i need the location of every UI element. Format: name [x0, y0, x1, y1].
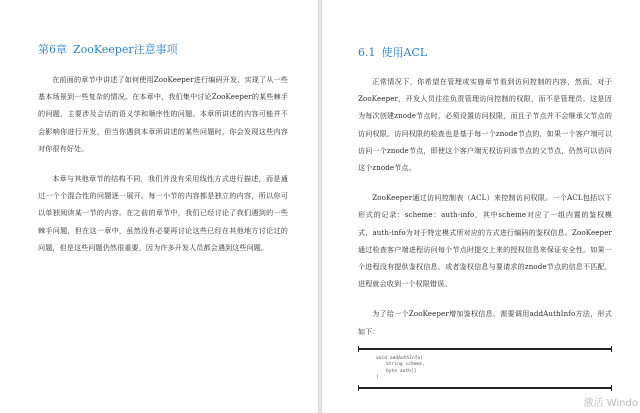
- left-paragraph-1: 在前面的章节中讲述了如何使用ZooKeeper进行编码开发，实现了从一些基本场景到一些复杂的情况。在本章中，我们集中讨论ZooKeeper的某些棘手的问题，主要涉及会话的语义学和顺序性的问题。本章所讲述的内容可能并不会影响你进行开发，但当你遇到本章所讲述的某些问题时，你会发现这些内容对你很有好处。: [38, 75, 288, 153]
- right-page: [322, 0, 640, 413]
- left-page-content: [38, 0, 288, 256]
- code-block-top-rule: [358, 348, 612, 350]
- left-paragraph-2: 本章与其他章节的结构不同，我们并没有采用线性方式进行描述，而是通过一个个混合性的问题逐一展开。每一小节的内容都是独立的内容，所以你可以单独阅读某一节的内容。在之前的章节中，我们已经讨论了我们遇到的一些棘手问题，但在这一章中，虽然没有必要再讨论这些已经在其他地方讨论过的问题，但是这些问题仍然很重要，因为许多开发人员都会遇到这些问题。: [38, 174, 288, 252]
- code-block-bottom-rule: [358, 387, 612, 389]
- code-line: byte auth[]: [386, 368, 417, 374]
- chapter-title: ZooKeeper注意事项: [73, 43, 178, 56]
- code-line: void addAuthInfo(: [376, 355, 424, 361]
- chapter-heading: [38, 43, 288, 57]
- activation-watermark: 激活 Windo: [583, 398, 638, 409]
- section-heading: [358, 46, 612, 60]
- code-line: ): [376, 375, 379, 381]
- code-line: String scheme,: [386, 362, 425, 368]
- right-paragraph-2: ZooKeeper通过访问控制表（ACL）来控制访问权限。一个ACL包括以下形式的记录：scheme：auth-info，其中scheme对应了一组内置的鉴权模式，auth-info为对于特定模式所对应的方式进行编码的鉴权信息。ZooKeeper通过检查客户端进程访问每个节点时提交上来的授权信息来保证安全性。如果一个进程没有提供鉴权信息，或者鉴权信息与要请求的znode节点的信息不匹配，进程就会收到一个权限错误。: [358, 193, 612, 289]
- section-title: 使用ACL: [381, 46, 428, 59]
- right-paragraph-3: 为了给一个ZooKeeper增加鉴权信息，需要调用addAuthInfo方法，形式如下：: [358, 309, 612, 336]
- code-block: [358, 348, 612, 390]
- right-paragraph-1: 正常情况下，你希望在管理或实施章节看到访问控制的内容，然而，对于ZooKeeper，开发人员往往负责管理访问控制的权限，而不是管理员。这是因为每次创建znode节点时，必须设置访问权限，而且子节点并不会继承父节点的访问权限。访问权限的检查也是基于每一个znode节点的，如果一个客户端可以访问一个znode节点，即使这个客户端无权访问该节点的父节点，仍然可以访问这个znode节点。: [358, 77, 612, 173]
- chapter-number: 第6章: [38, 43, 67, 56]
- left-page: [0, 0, 318, 413]
- code-body: [358, 350, 612, 388]
- right-page-content: [358, 0, 612, 389]
- section-number: 6.1: [358, 46, 376, 59]
